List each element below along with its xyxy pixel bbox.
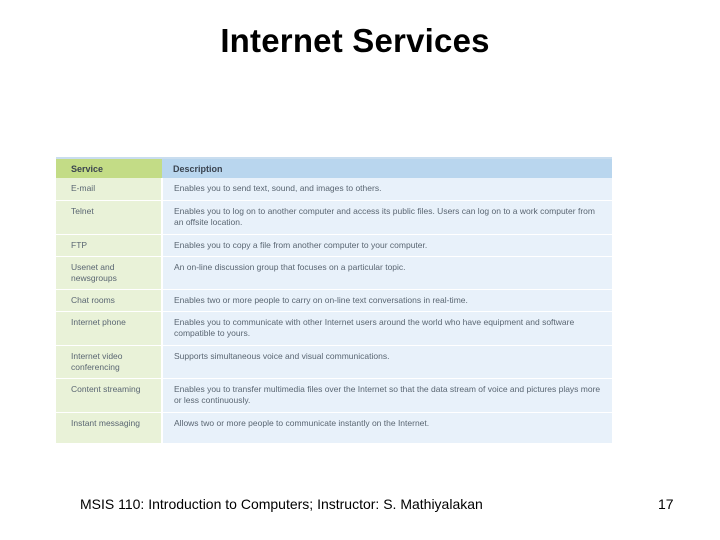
table-row (56, 311, 612, 345)
header-description: Description (162, 159, 612, 178)
header-service: Service (56, 159, 162, 178)
description-cell: Allows two or more people to communicate instantly on the Internet. (162, 412, 612, 443)
description-cell: Enables you to send text, sound, and images to others. (162, 178, 612, 200)
service-cell: Usenet and newsgroups (56, 256, 162, 289)
table-row (56, 289, 612, 311)
footer-course-info: MSIS 110: Introduction to Computers; Instructor: S. Mathiyalakan (80, 496, 483, 512)
description-cell: Enables you to log on to another computer and access its public files. Users can log on to a work computer from an offsite location. (162, 200, 612, 234)
service-cell: Telnet (56, 200, 162, 234)
description-cell: Enables you to communicate with other Internet users around the world who have equipment and software compatible to yours. (162, 311, 612, 345)
service-cell: Internet phone (56, 311, 162, 345)
services-table (56, 157, 612, 441)
description-cell: Enables two or more people to carry on on-line text conversations in real-time. (162, 289, 612, 311)
slide-title: Internet Services (220, 22, 490, 59)
service-cell: FTP (56, 234, 162, 256)
table-row (56, 178, 612, 200)
description-cell: Enables you to transfer multimedia files over the Internet so that the data stream of voice and pictures plays more or less continuously. (162, 378, 612, 412)
service-cell: Chat rooms (56, 289, 162, 311)
table-row (56, 234, 612, 256)
service-cell: Instant messaging (56, 412, 162, 443)
table-row (56, 256, 612, 289)
description-cell: An on-line discussion group that focuses on a particular topic. (162, 256, 612, 289)
service-cell: Internet video conferencing (56, 345, 162, 378)
page-number: 17 (658, 496, 674, 512)
description-cell: Enables you to copy a file from another computer to your computer. (162, 234, 612, 256)
table-header-row (56, 159, 612, 178)
table-row (56, 200, 612, 234)
table-row (56, 412, 612, 443)
service-cell: Content streaming (56, 378, 162, 412)
description-cell: Supports simultaneous voice and visual communications. (162, 345, 612, 378)
table-row (56, 345, 612, 378)
table-row (56, 378, 612, 412)
services-table-grid (56, 159, 612, 444)
service-cell: E-mail (56, 178, 162, 200)
